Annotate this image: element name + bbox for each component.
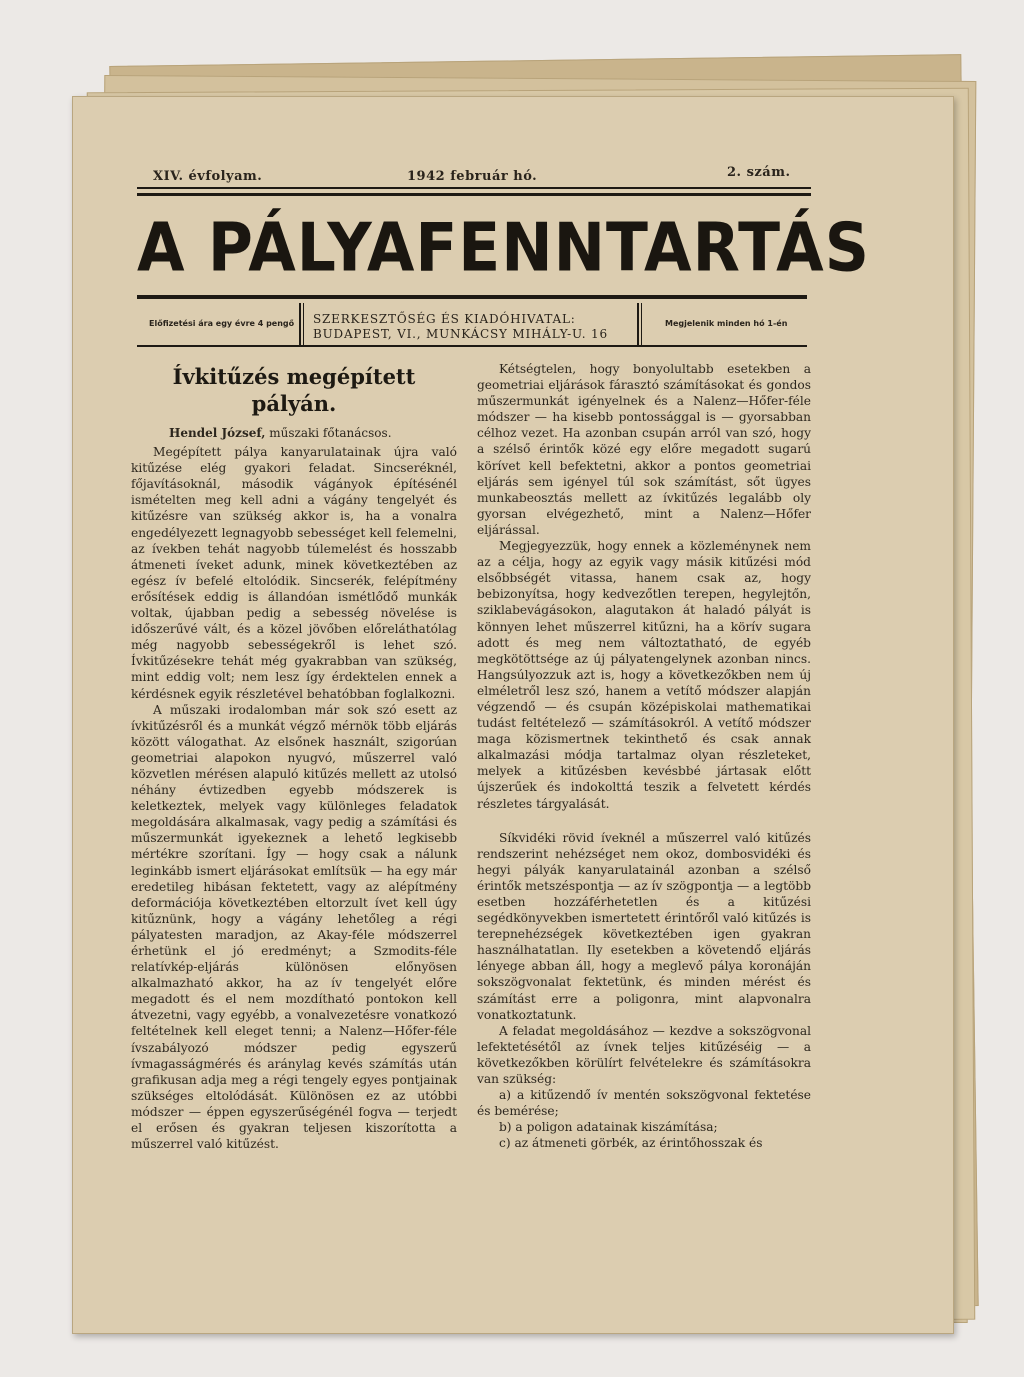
list-item: c) az átmeneti görbék, az érintőhosszak és xyxy=(499,1136,763,1151)
newspaper-page xyxy=(72,96,954,1334)
paragraph: Megjegyezzük, hogy ennek a közleménynek nem az a célja, hogy az egyik vagy másik kitűzési mód elsőbbségét vitassa, hanem csak az, hogy bebizonyítsa, hogy kedvezőtlen terepen, hegylejtőn, sziklabevágásokon, alagutakon át haladó pályát is könnyen lehet műszerrel kitűzni, ha a körív sugara adott és meg nem változtatható, de egyéb megkötöttsége az új pályatengelynek azonban nincs. Hangsúlyozzuk azt is, hogy a következőkben nem új elméletről lesz szó, hanem a vetítő módszer alapján végzendő — és csupán középiskolai mathematikai tudást feltételező — számításokról. A vetítő módszer maga közismertnek tekinthető és csak annak alkalmazási módja tartalmaz olyan részleteket, melyek a kitűzésben kevésbbé jártasak előtt újszerűek és indokolttá teszik a felvetett kérdés részletes tárgyalását. xyxy=(477,539,811,811)
paragraph: Síkvidéki rövid íveknél a műszerrel való kitűzés rendszerint nehézséget nem okoz, dombosvidéki és hegyi pályák kanyarulatainál azonban a szélső érintők metszéspontja — az ív szögpontja — a legtöbb esetben hozzáférhetetlen és a kitűzési segédkönyvekben ismertetett érintőről való kitűzés is terepnehézségek következtében igen gyakran használhatatlan. Ily esetekben a követendő eljárás lényege abban áll, hogy a meglevő pálya koronáján sokszögvonalat fektetünk, és minden mérést és számítást erre a poligonra, mint alapvonalra vonatkoztatunk. xyxy=(477,830,811,1022)
list-item: a) a kitűzendő ív mentén sokszögvonal fektetése és bemérése; xyxy=(477,1088,811,1119)
header-divider-left xyxy=(299,303,301,345)
header-divider-left-2 xyxy=(303,303,304,345)
header-divider-right xyxy=(637,303,639,345)
right-column xyxy=(477,361,811,1152)
paragraph: Kétségtelen, hogy bonyolultabb esetekben a geometriai eljárások fárasztó számításokat és gondos műszermunkát igényelnek és a Nalenz—Hőfer-féle módszer — ha kisebb pontossággal is — gyorsabban célhoz vezet. Ha azonban csupán arról van szó, hogy a szélső érintők közé egy előre megadott sugarú körívet kell befektetni, akkor a pontos geometriai eljárás sem igényel túl sok számítást, sőt ügyes munkabeosztás mellett az ívkitűzés legalább oly gyorsan elvégezhető, mint a Nalenz—Hőfer eljárással. xyxy=(477,362,811,537)
paragraph: Megépített pálya kanyarulatainak újra való kitűzése elég gyakori feladat. Sincseréknél, főjavításoknál, második vágányok építésénél ismételten meg kell adni a vágány tengelyét és kitűzésre van szükség akkor is, ha a vonalra engedélyezett legnagyobb sebességet kell felemelni, az ívekben tehát nagyobb túlemelést és hosszabb átmeneti íveket adunk, minek következtében az egész ív befelé eltolódik. Sincserék, felépítmény erősítések eddig is állandóan ismétlődő munkák voltak, újabban pedig a sebesség növelése is időszerűvé vált, és a közel jövőben előreláthatólag még nagyobb sebességekről is lehet szó. Ívkitűzésekre tehát még gyakrabban van szükség, mint eddig volt; nem lesz így érdektelen ennek a kérdésnek egyik részletével behatóbban foglalkozni. xyxy=(131,445,457,701)
author-role: műszaki főtanácsos. xyxy=(265,426,392,440)
top-rule xyxy=(137,187,811,189)
issue-label: 2. szám. xyxy=(727,165,791,180)
masthead-rule xyxy=(137,295,807,299)
author-name: Hendel József, xyxy=(169,426,266,440)
publication-frequency: Megjelenik minden hó 1-én xyxy=(665,319,788,328)
editorial-office-line2: BUDAPEST, VI., MUNKÁCSY MIHÁLY-U. 16 xyxy=(313,327,608,341)
article-author xyxy=(131,425,457,441)
masthead-title: A PÁLYAFENNTARTÁS xyxy=(137,209,870,288)
header-bottom-rule xyxy=(137,345,807,347)
column-gap xyxy=(477,812,811,830)
top-rule-thick xyxy=(137,193,811,196)
volume-label: XIV. évfolyam. xyxy=(153,169,263,184)
editorial-office-line1: SZERKESZTŐSÉG ÉS KIADÓHIVATAL: xyxy=(313,312,576,326)
article-title: Ívkitűzés megépített pályán. xyxy=(172,364,416,416)
subscription-info: Előfizetési ára egy évre 4 pengő xyxy=(149,319,295,328)
left-column xyxy=(131,363,457,1152)
list-item: b) a poligon adatainak kiszámítása; xyxy=(499,1120,718,1135)
paragraph: A műszaki irodalomban már sok szó esett az ívkitűzésről és a munkát végző mérnök több eljárás között válogathat. Az elsőnek használt, szigorúan geometriai alapokon nyugvó, műszerrel való közvetlen mérésen alapuló kitűzés mellett az utolsó néhány évtizedben egyebb módszerek is keletkeztek, melyek vagy különleges feladatok megoldására alkalmasak, vagy pedig a számítási és műszermunkát igyekeznek a lehető legkisebb mértékre szorítani. Így — hogy csak a nálunk leginkább ismert eljárásokat említsük — ha egy már eredetileg hibásan fektetett, vagy az alépítmény deformációja következtében eltorzult ívet kell úgy kitűznünk, hogy a vágány lehetőleg a régi pályatesten maradjon, az Akay-féle módszerrel érhetünk el jó eredményt; a Szmodits-féle relatívkép-eljárás különösen előnyösen alkalmazható akkor, ha az ív tengelyét előre megadott és el nem mozdítható pontokon kell átvezetni, vagy egyébb, a vonalvezetésre vonatkozó feltételnek kell eleget tenni; a Nalenz—Hőfer-féle ívszabályozó módszer pedig egyszerű ívmagasságmérés és aránylag kevés számítás után grafikusan adja meg a régi tengely egyes pontjainak szükséges eltolódását. Különösen ez az utóbbi módszer — éppen egyszerűségénél fogva — terjedt el erősen és gyakran teljesen kiszorította a műszerrel való kitűzést. xyxy=(131,702,457,1152)
header-divider-right-2 xyxy=(641,303,642,345)
paragraph: A feladat megoldásához — kezdve a sokszögvonal lefektetésétől az ívnek teljes kitűzéséig — a következőkben körülírt felvételekre és számításokra van szükség: xyxy=(477,1023,811,1087)
date-label: 1942 február hó. xyxy=(407,169,538,184)
